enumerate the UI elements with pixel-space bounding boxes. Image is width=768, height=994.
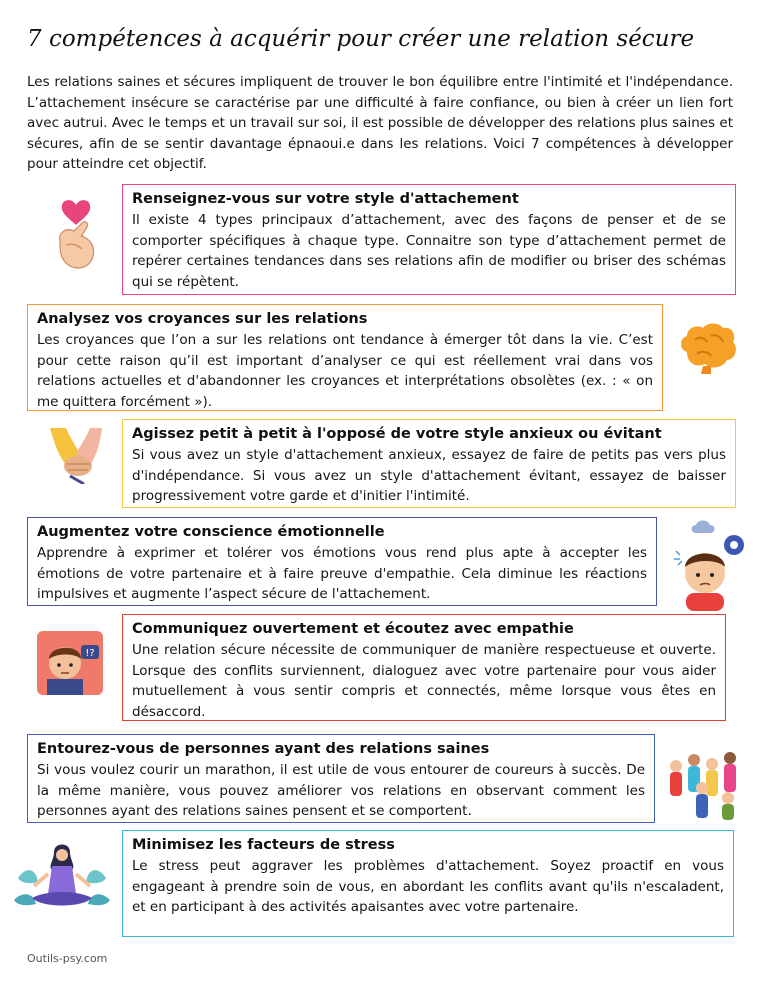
- finger-heart-icon: [48, 197, 104, 273]
- page-title: 7 compétences à acquérir pour créer une relation sécure: [27, 26, 695, 52]
- section-surround-yourself: [27, 734, 655, 823]
- section-beliefs: [27, 304, 663, 411]
- section-heading: Analysez vos croyances sur les relations: [37, 311, 368, 327]
- section-heading: Augmentez votre conscience émotionnelle: [37, 524, 385, 540]
- group-of-people-icon: [662, 738, 744, 822]
- footer-source: Outils-psy.com: [27, 952, 108, 965]
- section-heading: Minimisez les facteurs de stress: [132, 837, 395, 853]
- section-body: Si vous avez un style d'attachement anxieux, essayez de faire de petits pas vers plus d'indépendance. Si vous avez un style d'attachement évitant, essayez de baisser progressivement votre garde et d'initier l'intimité.: [132, 447, 726, 505]
- section-opposite-style: [122, 419, 736, 508]
- section-communicate: [122, 614, 726, 721]
- section-body: Apprendre à exprimer et tolérer vos émotions vous rend plus apte à accepter les émotions de votre partenaire et à faire preuve d'empathie. Cela diminue les réactions impulsives et augmente l’aspect sécure de l'attachement.: [37, 545, 647, 603]
- section-heading: Agissez petit à petit à l'opposé de votre style anxieux ou évitant: [132, 426, 662, 442]
- brain-icon: [677, 322, 739, 374]
- section-heading: Entourez-vous de personnes ayant des relations saines: [37, 741, 490, 757]
- section-emotional-awareness: [27, 517, 657, 606]
- section-body: Si vous voulez courir un marathon, il est utile de vous entourer de coureurs à succès. De la même manière, vous pouvez améliorer vos relations en observant comment les personnes ayant des relations saines pensent et se comportent.: [37, 762, 645, 820]
- section-heading: Communiquez ouvertement et écoutez avec empathie: [132, 621, 574, 637]
- section-body: Il existe 4 types principaux d’attachement, avec des façons de penser et de se comporter spécifiques à chaque type. Connaitre son type d’attachement permet de repérer certaines tendances dans ses relations afin de modifier ou briser des schémas qui se répètent.: [132, 212, 726, 290]
- confused-person-icon: [37, 631, 103, 695]
- section-heading: Renseignez-vous sur votre style d'attachement: [132, 191, 519, 207]
- thinking-boy-icon: [668, 519, 748, 611]
- section-body: Le stress peut aggraver les problèmes d'attachement. Soyez proactif en vous engageant à prendre soin de vous, en abordant les conflits avant qu'ils n'escaladent, et en participant à des activités apaisantes avec votre partenaire.: [132, 858, 724, 916]
- meditation-icon: [12, 838, 112, 918]
- section-body: Une relation sécure nécessite de communiquer de manière respectueuse et ouverte. Lorsque des conflits surviennent, dialoguez avec votre partenaire pour vous aider mutuellement à vous sentir compris et connectés, même lorsque vous êtes en désaccord.: [132, 642, 716, 720]
- section-body: Les croyances que l’on a sur les relations ont tendance à émerger tôt dans la vie. C’est pour cette raison qu’il est important d’analyser ce qui est réellement vrai dans vos relations actuelles et d'abandonner les croyances et interprétations obsolètes (ex. : « on me quittera forcément »).: [37, 332, 653, 410]
- svg-text:!?: !?: [85, 648, 95, 659]
- intro-paragraph: Les relations saines et sécures impliquent de trouver le bon équilibre entre l'intimité et l'indépendance. L’attachement insécure se caractérise par une difficulté à faire confiance, ou bien à créer un lien fort avec autrui. Avec le temps et un travail sur soi, il est possible de développer des relations plus saines et sécures, afin de se sentir davantage épnaoui.e dans les relations. Voici 7 compétences à développer pour atteindre cet objectif.: [27, 74, 733, 173]
- section-stress-factors: [122, 830, 734, 937]
- section-attachment-style: [122, 184, 736, 295]
- holding-hands-icon: [46, 428, 106, 484]
